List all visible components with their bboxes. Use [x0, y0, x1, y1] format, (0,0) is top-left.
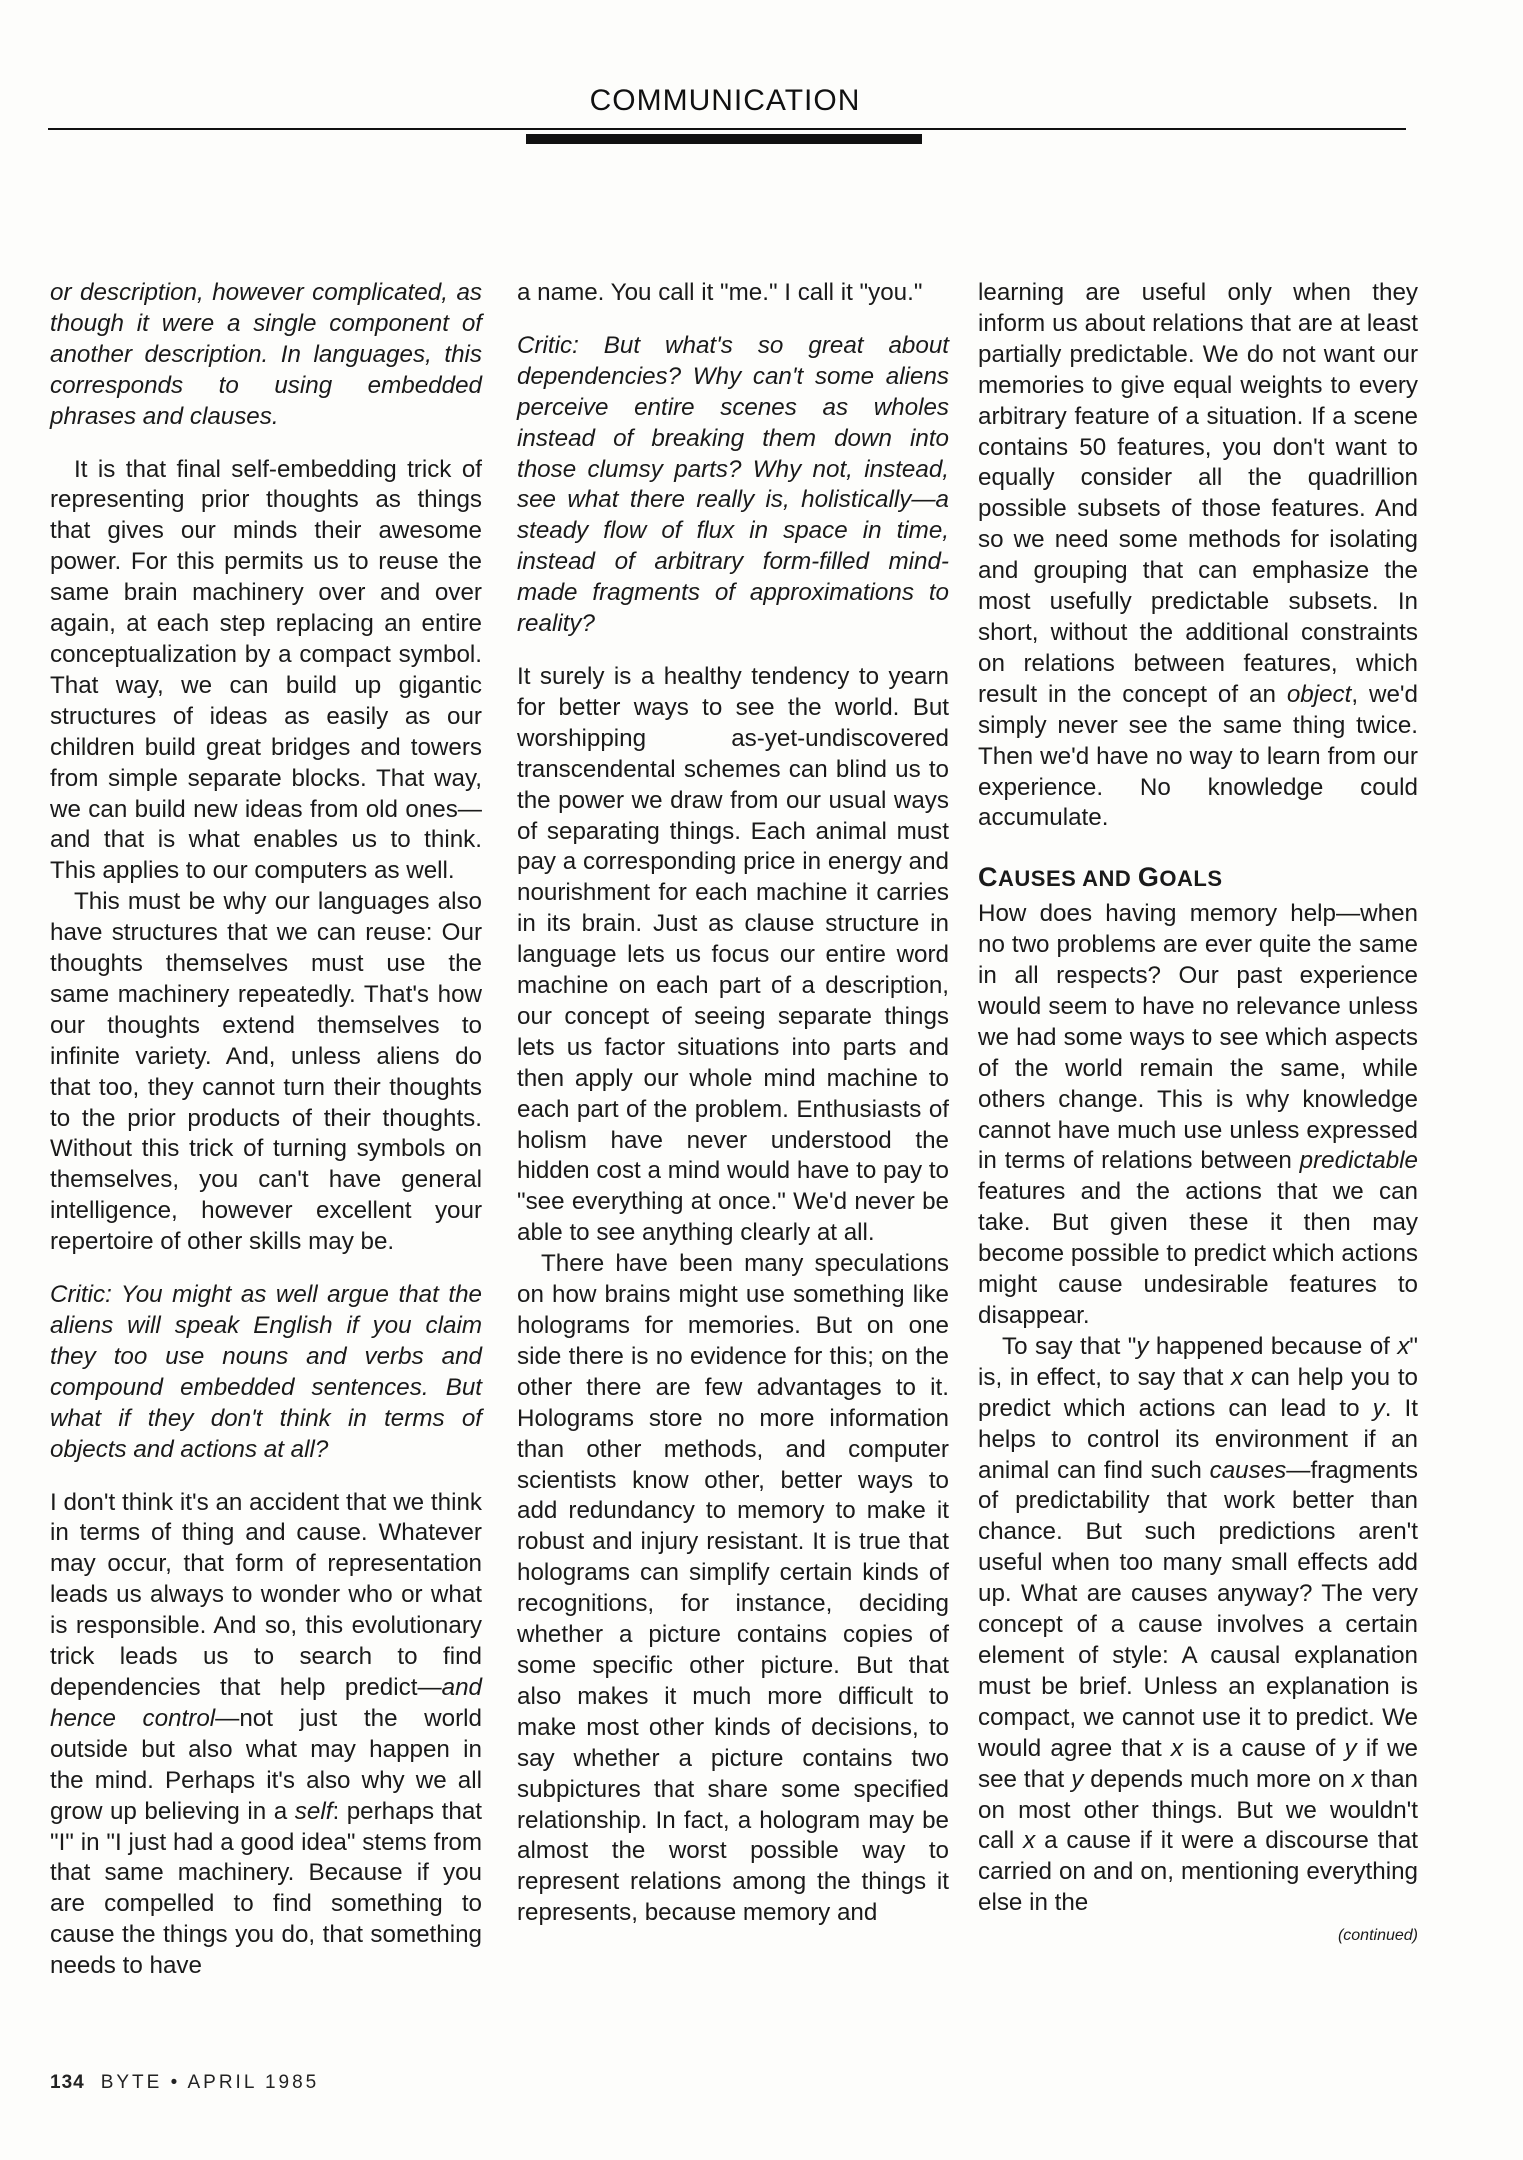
section-title: COMMUNICATION — [589, 84, 861, 117]
paragraph: or description, however complicated, as though it were a single component of another description. In languages, this corresponds to using embedded phrases and clauses. — [50, 279, 482, 430]
page-footer — [50, 2072, 319, 2094]
continued-note: (continued) — [1337, 1927, 1418, 1945]
column-2 — [517, 278, 949, 1929]
page-number: 134 — [50, 2072, 85, 2093]
paragraph: To say that "y happened because of x" is, in effect, to say that x can help you to predict which actions can lead to y. It helps to control its environment if an animal can find such causes—fragments of predictability that work better than chance. But such predictions aren't useful when too many small effects add up. What are causes anyway? The very concept of a cause involves a certain element of style: A causal explanation must be brief. Unless an explanation is compact, we cannot use it to predict. We would agree that x is a cause of y if we see that y depends much more on x than on most other things. But we wouldn't call x a cause if it were a discourse that carried on and on, mentioning everything else in the — [978, 1332, 1419, 1917]
publication-info: BYTE • APRIL 1985 — [100, 2072, 320, 2093]
paragraph: How does having memory help—when no two problems are ever quite the same in all respects? Our past experience would seem to have no relevance unless we had some ways to see which aspects of the world remain the same, while others change. This is why knowledge cannot have much use unless expressed in terms of relations between predictable features and the actions that we can take. But given these it then may become possible to predict which actions might cause undesirable features to disappear. — [978, 900, 1418, 1329]
paragraph: a name. You call it "me." I call it "you." — [517, 279, 923, 306]
header-rule-thin — [48, 128, 1406, 130]
paragraph: There have been many speculations on how brains might use something like holograms for memories. But on one side there is no evidence for this; on the other there are few advantages to it. Holograms store no more information than other methods, and computer scientists know other, better ways to add redundancy to memory to make it robust and injury resistant. It is true that holograms can simplify certain kinds of recognitions, for instance, deciding whether a picture contains copies of some specific other picture. But that also makes it much more difficult to make most other kinds of decisions, to say whether a picture contains two subpictures that share some specified relationship. In fact, a hologram may be almost the worst possible way to represent relations among the things it represents, because memory and — [517, 1250, 949, 1927]
column-1 — [50, 278, 482, 1982]
critic-paragraph: Critic: You might as well argue that the aliens will speak English if you claim they too use nouns and verbs and compound embedded sentences. But what if they don't think in terms of objects and actions at all? — [50, 1281, 482, 1463]
section-heading: CAUSES AND GOALS — [978, 862, 1223, 893]
paragraph: This must be why our languages also have structures that we can reuse: Our thoughts themselves must use the same machinery repeatedly. That's how our thoughts extend themselves to infinite variety. And, unless aliens do that too, they cannot turn their thoughts to the prior products of their thoughts. Without this trick of turning symbols on themselves, you can't have general intelligence, however excellent your repertoire of other skills may be. — [50, 888, 482, 1256]
paragraph: It is that final self-embedding trick of representing prior thoughts as things that gives our minds their awesome power. For this permits us to reuse the same brain machinery over and over again, at each step replacing an entire conceptualization by a compact symbol. That way, we can build up gigantic structures of ideas as easily as our children build great bridges and towers from simple separate blocks. That way, we can build new ideas from old ones—and that is what enables us to think. This applies to our computers as well. — [50, 455, 482, 885]
header-rule-thick — [526, 134, 922, 144]
paragraph: learning are useful only when they inform us about relations that are at least partially predictable. We do not want our memories to give equal weights to every arbitrary feature of a situation. If a scene contains 50 features, you don't want to equally consider all the quadrillion possible subsets of those features. And so we need some methods for isolating and grouping that can emphasize the most usefully predictable subsets. In short, without the additional constraints on relations between features, which result in the concept of an object, we'd simply never see the same thing twice. Then we'd have no way to learn from our experience. No knowledge could accumulate. — [978, 279, 1418, 832]
paragraph: It surely is a healthy tendency to yearn for better ways to see the world. But worshipping as-yet-undiscovered transcendental schemes can blind us to the power we draw from our usual ways of separating things. Each animal must pay a corresponding price in energy and nourishment for each machine it carries in its brain. Just as clause structure in language lets us focus our entire word machine on each part of a description, our concept of seeing separate things lets us factor situations into parts and then apply our whole mind machine to each part of the problem. Enthusiasts of holism have never understood the hidden cost a mind would have to pay to "see everything at once." We'd never be able to see anything clearly at all. — [517, 662, 949, 1247]
column-3 — [978, 278, 1418, 1952]
paragraph: I don't think it's an accident that we think in terms of thing and cause. Whatever may occur, that form of representation leads us always to wonder who or what is responsible. And so, this evolutionary trick leads us to search to find dependencies that help predict—and hence control—not just the world outside but also what may happen in the mind. Perhaps it's also why we all grow up believing in a self: perhaps that "I" in "I just had a good idea" stems from that same machinery. Because if you are compelled to find something to cause the things you do, that something needs to have — [50, 1488, 482, 1980]
critic-paragraph: Critic: But what's so great about dependencies? Why can't some aliens perceive entire scenes as wholes instead of breaking them down into those clumsy parts? Why not, instead, see what there really is, holistically—a steady flow of flux in space in time, instead of arbitrary form-filled mind-made fragments of approximations to reality? — [517, 331, 949, 638]
